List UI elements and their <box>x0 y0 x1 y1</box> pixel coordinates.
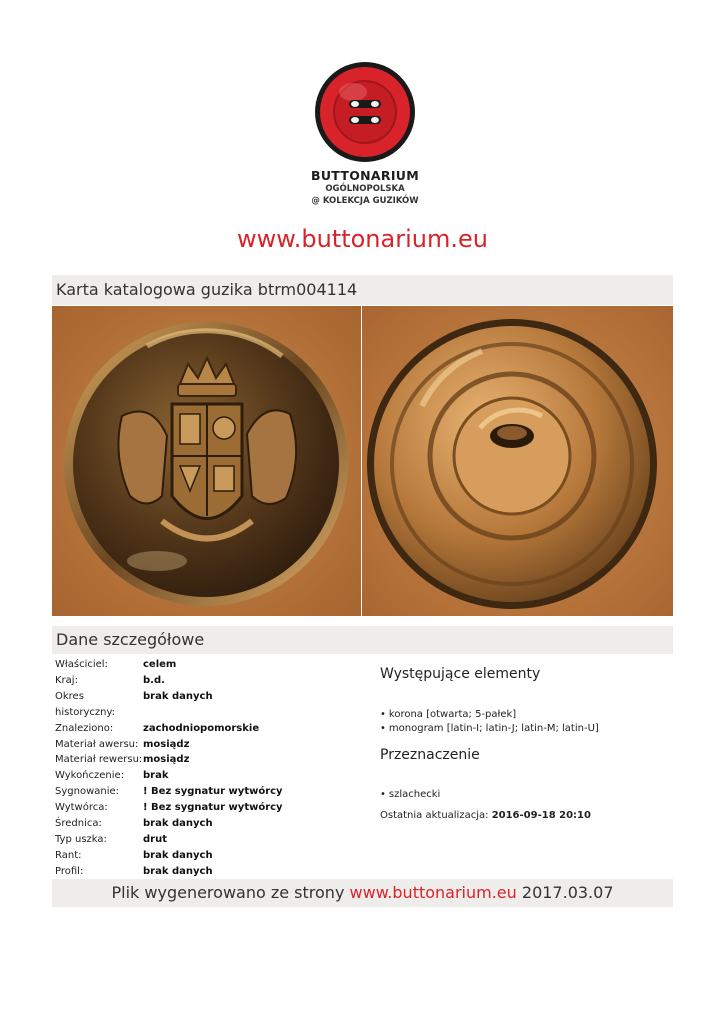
details-row <box>55 816 283 832</box>
details-label: Typ uszka: <box>55 833 107 845</box>
details-label: Materiał awersu: <box>55 738 139 750</box>
list-item: • szlachecki <box>380 788 440 802</box>
last-update-value: 2016-09-18 20:10 <box>491 810 591 821</box>
list-item: • monogram [latin-I; latin-J; latin-M; latin-U] <box>380 722 599 736</box>
details-row <box>55 657 283 673</box>
logo-tagline-2: @ KOLEKCJA GUZIKÓW <box>311 196 419 206</box>
footer-prefix: Plik wygenerowano ze strony <box>111 883 345 902</box>
details-label: Wytwórca: <box>55 802 108 814</box>
card-title: Karta katalogowa guzika btrm004114 <box>52 275 673 305</box>
details-value: brak danych <box>143 865 213 877</box>
details-label: Sygnowanie: <box>55 786 120 798</box>
purpose-heading: Przeznaczenie <box>380 747 480 763</box>
button-logo-icon <box>313 60 417 164</box>
details-value: brak <box>143 770 169 782</box>
list-item: • korona [otwarta; 5-pałek] <box>380 708 599 722</box>
details-row <box>55 848 283 864</box>
logo-name: BUTTONARIUM <box>311 168 419 183</box>
details-value: zachodniopomorskie <box>143 722 260 734</box>
details-value: ! Bez sygnatur wytwórcy <box>143 786 283 798</box>
footer-site-link[interactable]: www.buttonarium.eu <box>349 883 517 902</box>
last-update <box>380 810 591 821</box>
details-value: ! Bez sygnatur wytwórcy <box>143 802 283 814</box>
button-front-photo <box>52 306 361 616</box>
details-label: Wykończenie: <box>55 770 125 782</box>
elements-heading: Występujące elementy <box>380 666 541 682</box>
details-label: Właściciel: <box>55 659 108 670</box>
details-row <box>55 768 283 784</box>
details-value: mosiądz <box>143 754 190 766</box>
details-row <box>55 784 283 800</box>
buttonarium-logo <box>300 60 430 220</box>
details-row <box>55 721 283 737</box>
details-value: drut <box>143 833 167 845</box>
footer-date: 2017.03.07 <box>521 883 614 902</box>
details-value: brak danych <box>143 849 213 861</box>
details-value: b.d. <box>143 674 165 686</box>
details-row <box>55 673 283 689</box>
last-update-label: Ostatnia aktualizacja: <box>380 810 489 821</box>
purpose-list <box>380 788 440 802</box>
details-label: Średnica: <box>55 818 102 830</box>
details-label: Znaleziono: <box>55 722 114 734</box>
details-row <box>55 752 283 768</box>
footer <box>52 879 673 907</box>
logo-tagline-1: OGÓLNOPOLSKA <box>325 184 405 194</box>
site-url-link[interactable]: www.buttonarium.eu <box>237 225 488 253</box>
details-label: Profil: <box>55 865 84 877</box>
photo-gallery <box>52 306 673 616</box>
details-title: Dane szczegółowe <box>52 626 673 654</box>
details-value: brak danych <box>143 690 213 702</box>
details-row <box>55 689 283 721</box>
details-list <box>55 657 283 880</box>
details-row <box>55 800 283 816</box>
details-label: Rant: <box>55 849 82 861</box>
button-back-photo <box>362 306 673 616</box>
details-row <box>55 832 283 848</box>
details-label: Okres historyczny: <box>55 690 116 718</box>
details-label: Kraj: <box>55 674 78 686</box>
details-row <box>55 864 283 880</box>
details-value: celem <box>143 659 177 670</box>
details-value: brak danych <box>143 818 213 830</box>
details-value: mosiądz <box>143 738 190 750</box>
details-row <box>55 737 283 753</box>
details-label: Materiał rewersu: <box>55 754 143 766</box>
elements-list <box>380 708 599 736</box>
